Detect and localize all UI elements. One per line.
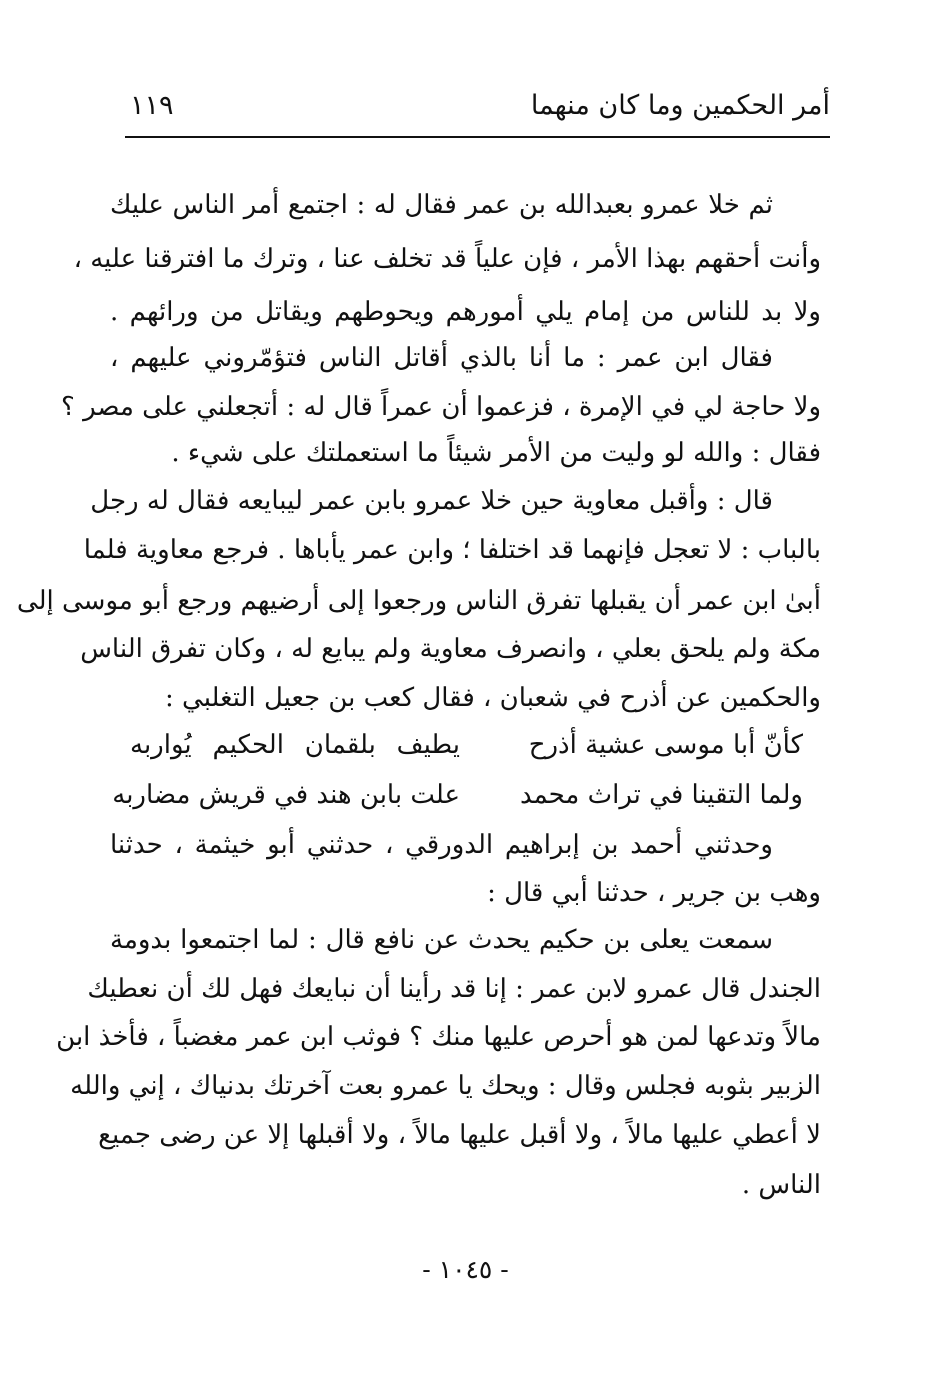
text-line: فقال : والله لو وليت من الأمر شيئاً ما استعملتك على شيء .	[171, 438, 821, 468]
text-line: قال : وأقبل معاوية حين خلا عمرو بابن عمر ليبايعه فقال له رجل	[90, 486, 773, 516]
chapter-title: أمر الحكمين وما كان منهما	[530, 90, 830, 121]
text-line: بالباب : لا تعجل فإنهما قد اختلفا ؛ وابن عمر يأباها . فرجع معاوية فلما	[83, 535, 821, 565]
verse-hemistich-second: يطيف بلقمان الحكيم يُواربه	[130, 730, 460, 760]
header-rule	[125, 136, 830, 138]
text-line: والحكمين عن أذرح في شعبان ، فقال كعب بن جعيل التغلبي :	[165, 683, 821, 713]
text-line: الجندل قال عمرو لابن عمر : إنا قد رأينا أن نبايعك فهل لك أن نعطيك	[87, 974, 821, 1004]
text-line: فقال ابن عمر : ما أنا بالذي أقاتل الناس فتؤمّروني عليهم ،	[110, 343, 773, 373]
text-line: ولا حاجة لي في الإمرة ، فزعموا أن عمراً قال له : أتجعلني على مصر ؟	[61, 392, 821, 422]
verse-hemistich-first: ولما التقينا في تراث محمد	[519, 780, 803, 810]
text-line: مكة ولم يلحق بعلي ، وانصرف معاوية ولم يبايع له ، وكان تفرق الناس	[80, 634, 821, 664]
text-line: أبىٰ ابن عمر أن يقبلها تفرق الناس ورجعوا إلى أرضيهم ورجع أبو موسى إلى	[16, 586, 821, 616]
text-line: وأنت أحقهم بهذا الأمر ، فإن علياً قد تخلف عنا ، وترك ما افترقنا عليه ،	[73, 244, 821, 274]
text-line: سمعت يعلى بن حكيم يحدث عن نافع قال : لما اجتمعوا بدومة	[110, 925, 773, 955]
text-line: مالاً وتدعها لمن هو أحرص عليها منك ؟ فوثب ابن عمر مغضباً ، فأخذ ابن	[56, 1022, 821, 1052]
verse-hemistich-first: كأنّ أبا موسى عشية أذرح	[528, 730, 803, 760]
text-line: ثم خلا عمرو بعبدالله بن عمر فقال له : اجتمع أمر الناس عليك	[110, 190, 773, 220]
text-line: وهب بن جرير ، حدثنا أبي قال :	[487, 878, 821, 908]
text-line: وحدثني أحمد بن إبراهيم الدورقي ، حدثني أبو خيثمة ، حدثنا	[110, 830, 773, 860]
verse-hemistich-second: علت بابن هند في قريش مضاربه	[112, 780, 460, 810]
text-line: الناس .	[741, 1170, 821, 1200]
running-head	[120, 86, 830, 126]
text-line: الزبير بثوبه فجلس وقال : ويحك يا عمرو بعت آخرتك بدنياك ، إني والله	[70, 1071, 821, 1101]
text-line: ولا بد للناس من إمام يلي أمورهم ويحوطهم ويقاتل من ورائهم .	[110, 297, 821, 327]
footer-page-number: - ١٠٤٥ -	[422, 1255, 509, 1284]
header-page-number: ١١٩	[130, 90, 174, 121]
text-line: لا أعطي عليها مالاً ، ولا أقبل عليها مالاً ، ولا أقبلها إلا عن رضى جميع	[98, 1120, 821, 1150]
